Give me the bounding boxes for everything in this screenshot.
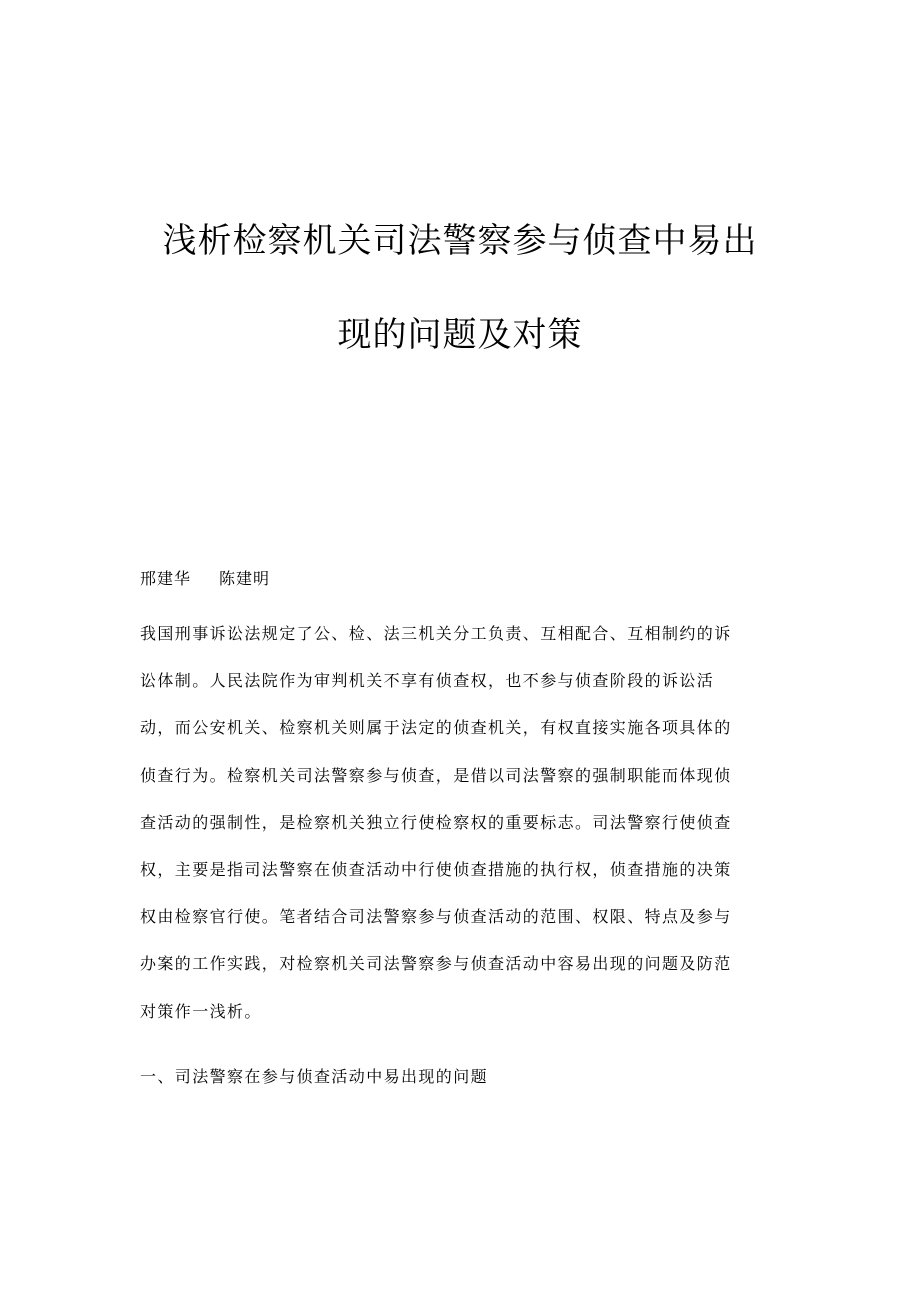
intro-paragraph — [140, 622, 780, 1047]
author-name: 陈建明 — [219, 569, 271, 588]
paragraph-line: 权，主要是指司法警察在侦查活动中行使侦查措施的执行权，侦查措施的决策 — [140, 859, 732, 879]
paragraph-line: 查活动的强制性，是检察机关独立行使检察权的重要标志。司法警察行使侦查 — [140, 812, 732, 832]
paragraph-line: 对策作一浅析。 — [140, 1001, 262, 1021]
paragraph-line: 动，而公安机关、检察机关则属于法定的侦查机关，有权直接实施各项具体的 — [140, 718, 732, 738]
authors — [140, 567, 270, 591]
section-heading: 一、司法警察在参与侦查活动中易出现的问题 — [140, 1067, 489, 1086]
paragraph-line: 我国刑事诉讼法规定了公、检、法三机关分工负责、互相配合、互相制约的诉 — [140, 624, 732, 643]
document-title-line-1: 浅析检察机关司法警察参与侦查中易出 — [162, 221, 758, 261]
document-title-line-2: 现的问题及对策 — [337, 315, 583, 355]
paragraph-line: 办案的工作实践，对检察机关司法警察参与侦查活动中容易出现的问题及防范 — [140, 954, 732, 974]
paragraph-line: 侦查行为。检察机关司法警察参与侦查，是借以司法警察的强制职能而体现侦 — [140, 765, 732, 785]
paragraph-line: 权由检察官行使。笔者结合司法警察参与侦查活动的范围、权限、特点及参与 — [140, 907, 732, 927]
author-name: 邢建华 — [140, 569, 192, 588]
paragraph-line: 讼体制。人民法院作为审判机关不享有侦查权，也不参与侦查阶段的诉讼活 — [140, 671, 715, 691]
